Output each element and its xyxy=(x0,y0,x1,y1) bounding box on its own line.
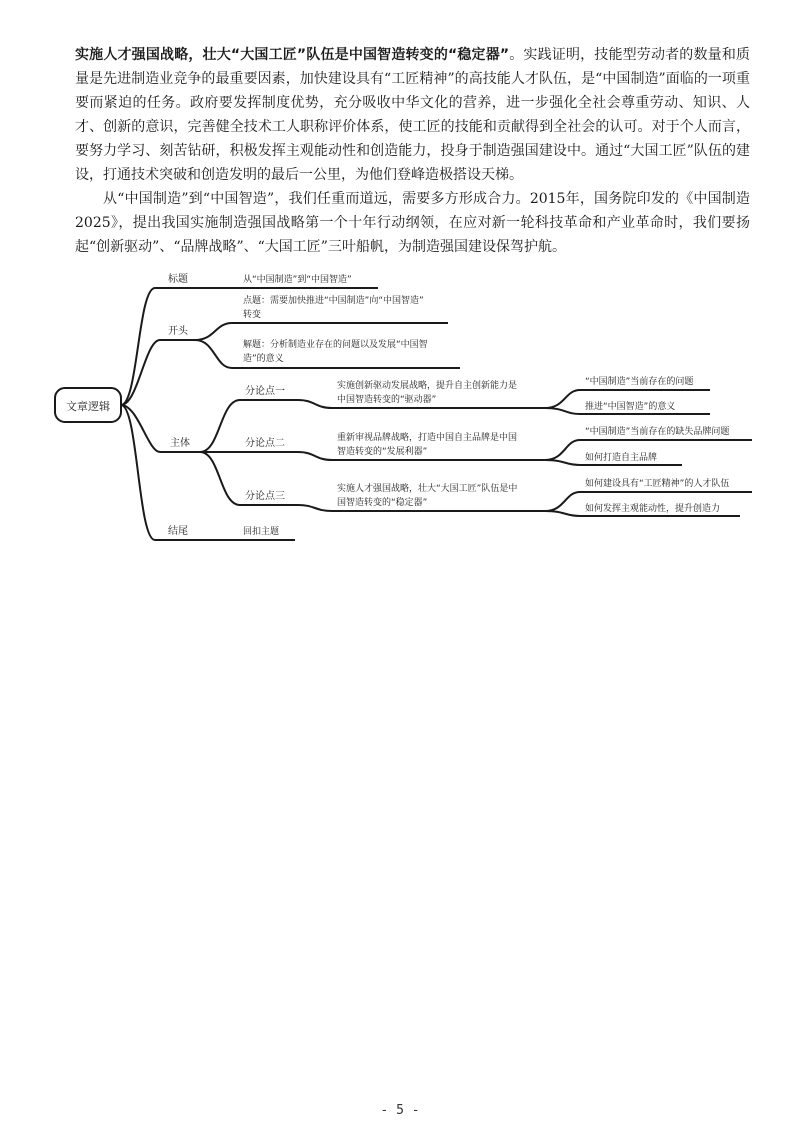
opening-explain-line2: 造”的意义 xyxy=(243,354,284,364)
paragraph-1-heading: 实施人才强国战略，壮大“大国工匠”队伍是中国智造转变的“稳定器” xyxy=(75,47,510,63)
title-branch-label: 标题 xyxy=(168,274,188,285)
paragraph-2: 从“中国制造”到“中国智造”，我们任重而道远，需要多方形成合力。2015年，国务院印发的《中国制造2025》，提出我国实施制造强国战略第一个十年行动纲领，在应对新一轮科技革命和产业革命时，我们要扬起“创新驱动”、“品牌战略”、“大国工匠”三叶船帆，为制造强国建设保驾护航。 xyxy=(75,191,750,255)
sub2-content-line1: 重新审视品牌战略，打造中国自主品牌是中国 xyxy=(337,433,518,443)
sub1-leaf2: 推进“中国智造”的意义 xyxy=(585,402,676,412)
sub1-content-line1: 实施创新驱动发展战略，提升自主创新能力是 xyxy=(337,381,518,391)
sub3-label: 分论点三 xyxy=(245,491,285,502)
connector-opening-point xyxy=(195,323,448,340)
connector-title xyxy=(121,288,230,405)
paragraph-1-body: 。实践证明，技能型劳动者的数量和质量是先进制造业竞争的最重要因素，加快建设具有“工匠精神”的高技能人才队伍，是“中国制造”面临的一项重要而紧迫的任务。政府要发挥制度优势，充分吸收中华文化的营养，进一步强化全社会尊重劳动、知识、人才、创新的意识，完善健全技术工人职称评价体系，使工匠的技能和贡献得到全社会的认可。对于个人而言，要努力学习、刻苦钻研，积极发挥主观能动性和创造能力，投身于制造强国建设中。通过“大国工匠”队伍的建设，打通技术突破和创造发明的最后一公里，为他们登峰造极搭设天梯。 xyxy=(75,47,750,183)
opening-point-line2: 转变 xyxy=(243,310,262,320)
sub3-leaf1: 如何建设具有“工匠精神”的人才队伍 xyxy=(585,479,730,489)
opening-point-line1: 点题：需要加快推进“中国制造”向“中国智造” xyxy=(243,296,424,306)
page-number: - 5 - xyxy=(380,1103,420,1118)
ending-text: 回扣主题 xyxy=(243,527,280,537)
mindmap-root-label: 文章逻辑 xyxy=(66,400,110,413)
sub1-content-line2: 中国智造转变的“驱动器” xyxy=(337,395,437,405)
sub2-content-line2: 智造转变的“发展利器” xyxy=(337,447,428,457)
sub3-content-line2: 国智造转变的“稳定器” xyxy=(337,498,428,508)
mind-map xyxy=(0,0,800,560)
sub2-label: 分论点二 xyxy=(245,438,285,449)
sub3-leaf2: 如何发挥主观能动性，提升创造力 xyxy=(585,504,721,514)
sub1-label: 分论点一 xyxy=(245,386,285,397)
ending-label: 结尾 xyxy=(168,526,188,537)
title-branch-text: 从“中国制造”到“中国智造” xyxy=(243,275,352,285)
connector-opening xyxy=(121,340,195,405)
sub3-content-line1: 实施人才强国战略，壮大“大国工匠”队伍是中 xyxy=(337,484,518,494)
sub2-leaf1: “中国制造”当前存在的缺失品牌问题 xyxy=(585,427,730,437)
sub1-leaf1: “中国制造”当前存在的问题 xyxy=(585,377,694,387)
opening-explain-line1: 解题：分析制造业存在的问题以及发展“中国智 xyxy=(243,340,428,350)
sub2-leaf2: 如何打造自主品牌 xyxy=(585,453,658,463)
connector-ending xyxy=(121,405,230,540)
body-label: 主体 xyxy=(170,438,190,449)
opening-label: 开头 xyxy=(168,326,188,337)
